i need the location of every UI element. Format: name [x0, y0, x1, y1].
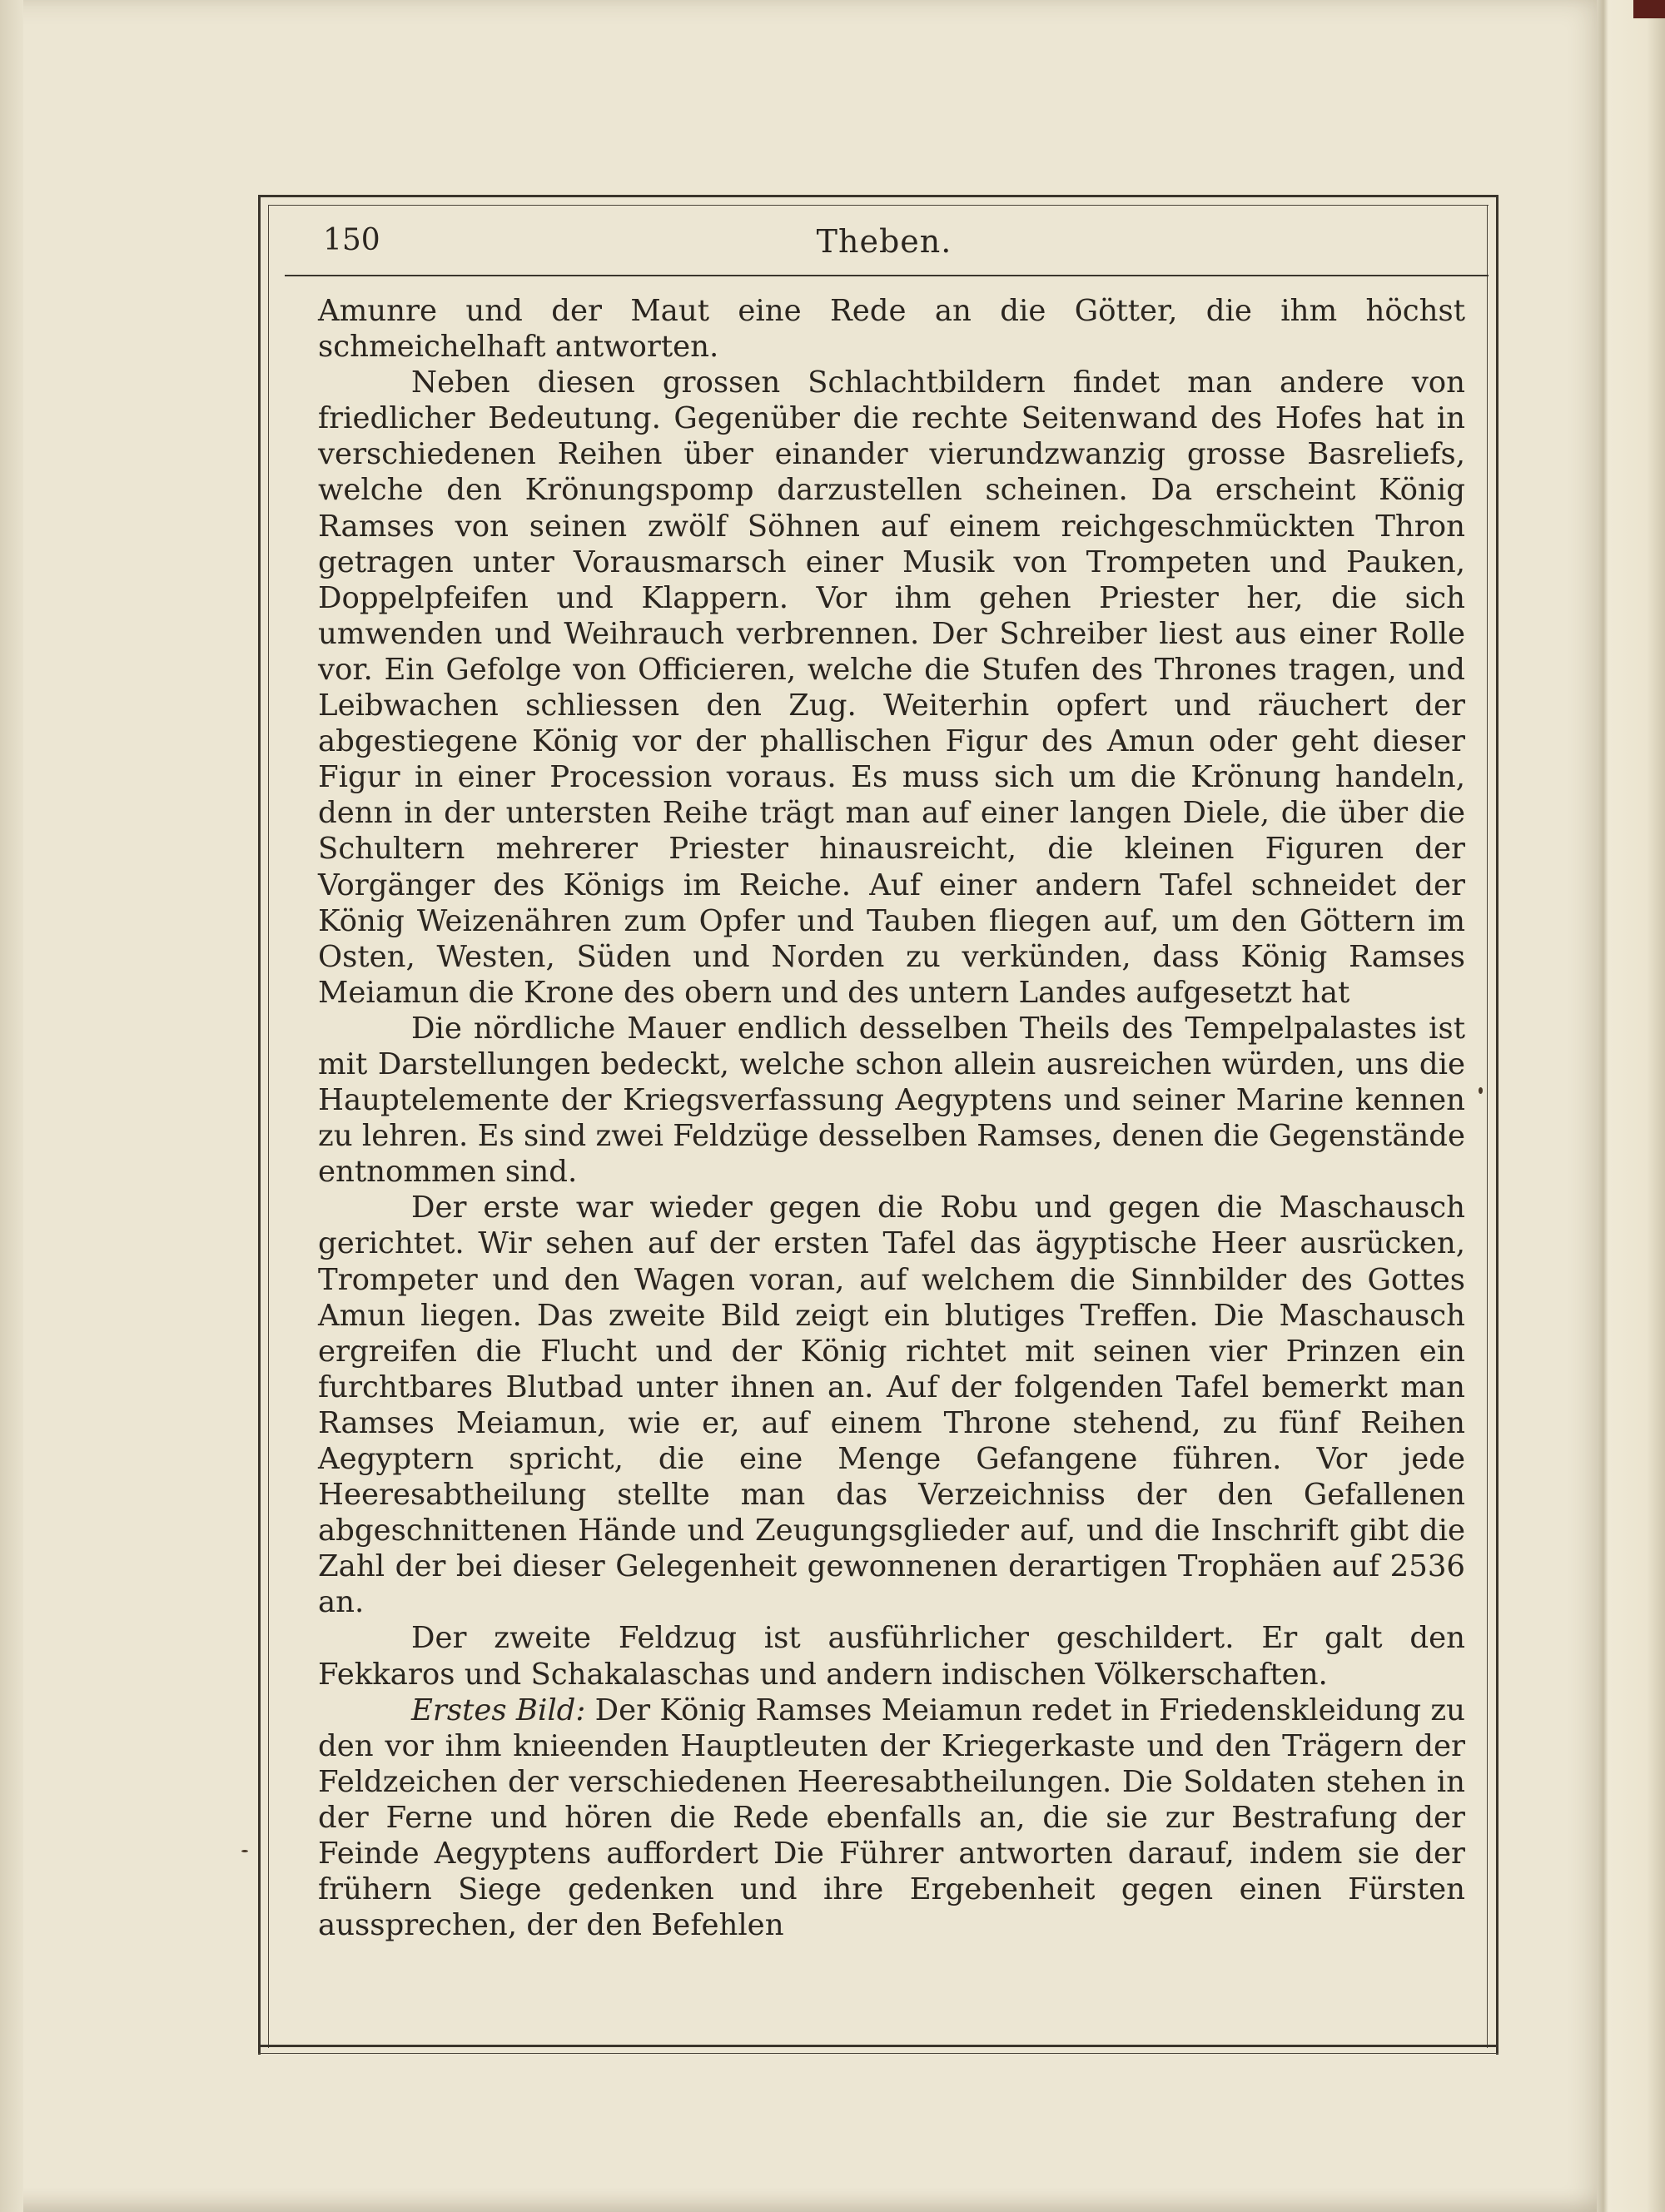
running-header: [301, 223, 1467, 273]
body-text: [318, 293, 1465, 1943]
page-left-edge: [0, 0, 23, 2212]
paragraph-1: Amunre und der Maut eine Rede an die Götter, die ihm höchst schmeichelhaft antworten.: [318, 294, 1465, 365]
frame-bottom-rule-inner: [258, 2053, 1498, 2054]
binding-corner: [1633, 0, 1665, 18]
frame-bottom-rule-outer: [258, 2045, 1498, 2047]
header-rule: [285, 275, 1489, 276]
paper-speck: [1479, 1087, 1483, 1094]
paragraph-6-text: Der König Ramses Meiamun redet in Friedenskleidung zu den vor ihm knieenden Hauptleuten der Kriegerkaste und den Trägern der Feldzeichen der verschiedenen Heeresabtheilungen. Die Soldaten stehen in der Ferne und hören die Rede ebenfalls an, die sie zur Bestrafung der Feinde Aegyptens auffordert Die Führer antworten darauf, indem sie der frühern Siege gedenken und ihre Ergebenheit gegen einen Fürsten aussprechen, der den Befehlen: [318, 1693, 1466, 1943]
paragraph-5: Der zweite Feldzug ist ausführlicher geschildert. Er galt den Fekkaros und Schakalaschas und andern indischen Völkerschaften.: [318, 1621, 1465, 1692]
frame-left-rule-inner: [268, 205, 269, 2048]
frame-top-rule-outer: [258, 195, 1498, 197]
paragraph-3: Die nördliche Mauer endlich desselben Theils des Tempelpalastes ist mit Darstellungen bedeckt, welche schon allein ausreichen würden, uns die Hauptelemente der Kriegsverfassung Aegyptens und seiner Marine kennen zu lehren. Es sind zwei Feldzüge desselben Ramses, denen die Gegenstände entnommen sind.: [318, 1011, 1465, 1190]
frame-right-rule-outer: [1496, 195, 1498, 2055]
paper-speck: [241, 1850, 248, 1852]
page-number: 150: [323, 223, 380, 257]
page-fore-edge: [1597, 0, 1665, 2212]
paragraph-6-lead: Erstes Bild:: [411, 1693, 586, 1727]
paragraph-4: Der erste war wieder gegen die Robu und gegen die Maschausch gerichtet. Wir sehen auf der ersten Tafel das ägyptische Heer ausrücken, Trompeter und den Wagen voran, auf welchem die Sinnbilder des Gottes Amun liegen. Das zweite Bild zeigt ein blutiges Treffen. Die Maschausch ergreifen die Flucht und der König richtet mit seinen vier Prinzen ein furchtbares Blutbad unter ihnen an. Auf der folgenden Tafel bemerkt man Ramses Meiamun, wie er, auf einem Throne stehend, zu fünf Reihen Aegyptern spricht, die eine Menge Gefangene führen. Vor jede Heeresabtheilung stellte man das Verzeichniss der den Gefallenen abgeschnittenen Hände und Zeugungsglieder auf, und die Inschrift gibt die Zahl der bei dieser Gelegenheit gewonnenen derartigen Trophäen auf 2536 an.: [318, 1191, 1465, 1620]
paragraph-6: [318, 1693, 1465, 1944]
paragraph-2: Neben diesen grossen Schlachtbildern findet man andere von friedlicher Bedeutung. Gegenüber die rechte Seitenwand des Hofes hat in verschiedenen Reihen über einander vierundzwanzig grosse Basreliefs, welche den Krönungspomp darzustellen scheinen. Da erscheint König Ramses von seinen zwölf Söhnen auf einem reichgeschmückten Thron getragen unter Vorausmarsch einer Musik von Trompeten und Pauken, Doppelpfeifen und Klappern. Vor ihm gehen Priester her, die sich umwenden und Weihrauch verbrennen. Der Schreiber liest aus einer Rolle vor. Ein Gefolge von Officieren, welche die Stufen des Thrones tragen, und Leibwachen schliessen den Zug. Weiterhin opfert und räuchert der abgestiegene König vor der phallischen Figur des Amun oder geht dieser Figur in einer Procession voraus. Es muss sich um die Krönung handeln, denn in der untersten Reihe trägt man auf einer langen Diele, die über die Schultern mehrerer Priester hinausreicht, die kleinen Figuren der Vorgänger des Königs im Reiche. Auf einer andern Tafel schneidet der König Weizenähren zum Opfer und Tauben fliegen auf, um den Göttern im Osten, Westen, Süden und Norden zu verkünden, dass König Ramses Meiamun die Krone des obern und des untern Landes aufgesetzt hat: [318, 365, 1465, 1010]
frame-right-rule-inner: [1487, 205, 1488, 2048]
frame-left-rule-outer: [258, 195, 261, 2055]
running-title: Theben.: [816, 223, 952, 260]
frame-top-rule-inner: [268, 205, 1489, 206]
